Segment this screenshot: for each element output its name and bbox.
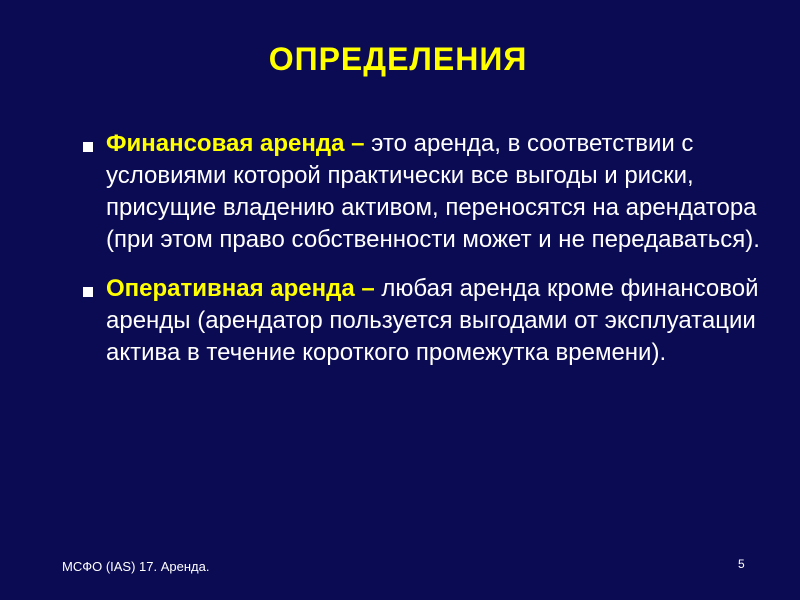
definition-text: любая аренда кроме финансовой аренды (арендатор пользуется выгодами от эксплуатации актива в течение короткого промежутка времени). <box>106 275 759 366</box>
slide-title: ОПРЕДЕЛЕНИЯ <box>268 41 528 77</box>
definitions-list <box>80 128 760 386</box>
square-bullet-icon <box>83 142 93 152</box>
definition-term: Оперативная аренда – <box>106 275 375 302</box>
definition-term: Финансовая аренда – <box>106 130 365 157</box>
page-number: 5 <box>738 557 745 571</box>
definition-operating-lease <box>80 273 760 369</box>
definition-finance-lease <box>80 128 760 256</box>
definition-text: это аренда, в соответствии с условиями которой практически все выгоды и риски, присущие владению активом, переносятся на арендатора (при этом право собственности может и не передаваться). <box>106 130 760 253</box>
footer-caption: МСФО (IAS) 17. Аренда. <box>62 559 210 574</box>
square-bullet-icon <box>83 287 93 297</box>
